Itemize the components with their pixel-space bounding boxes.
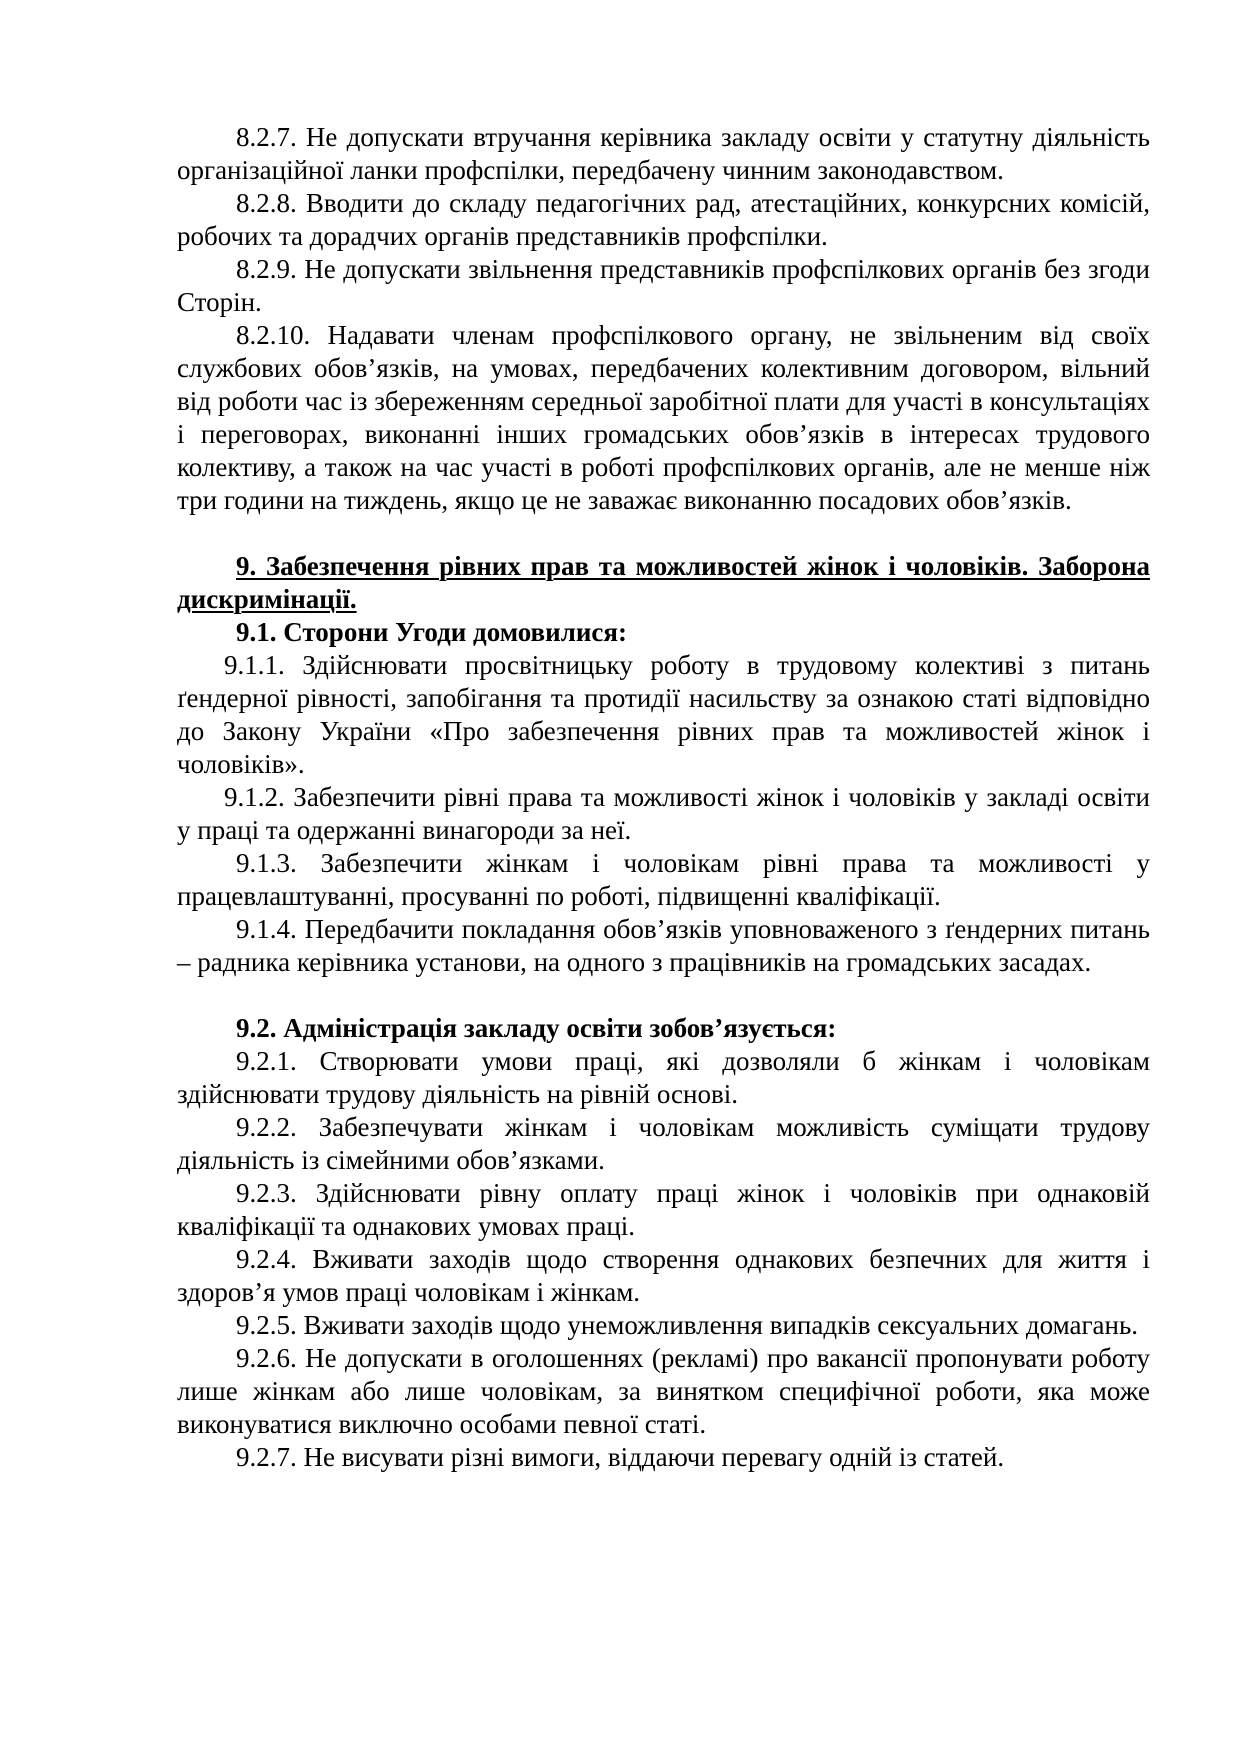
clause-8-2-8: 8.2.8. Вводити до складу педагогічних рад, атестаційних, конкурсних комісій, робочих та дорадчих органів представників профспілки. (177, 188, 1150, 251)
clause-9-1-4: 9.1.4. Передбачити покладання обов’язків уповноваженого з ґендерних питань – радника керівника установи, на одного з працівників на громадських засадах. (177, 914, 1150, 977)
subsection-9-1-title: 9.1. Сторони Угоди домовилися: (236, 617, 627, 647)
clause-9-2-2: 9.2.2. Забезпечувати жінкам і чоловікам можливість суміщати трудову діяльність із сімейними обов’язками. (177, 1112, 1150, 1175)
clause-9-2-3: 9.2.3. Здійснювати рівну оплату праці жінок і чоловіків при однаковій кваліфікації та однакових умовах праці. (177, 1178, 1150, 1241)
clause-9-1-2: 9.1.2. Забезпечити рівні права та можливості жінок і чоловіків у закладі освіти у праці та одержанні винагороди за неї. (177, 782, 1150, 845)
clause-9-2-6: 9.2.6. Не допускати в оголошеннях (рекламі) про вакансії пропонувати роботу лише жінкам або лише чоловікам, за винятком специфічної роботи, яка може виконуватися виключно особами певної статі. (177, 1343, 1150, 1439)
clause-9-2-1: 9.2.1. Створювати умови праці, які дозволяли б жінкам і чоловікам здійснювати трудову діяльність на рівній основі. (177, 1046, 1150, 1109)
document-page (177, 121, 1150, 1474)
clause-9-2-7: 9.2.7. Не висувати різні вимоги, віддаючи перевагу одній із статей. (236, 1442, 1005, 1472)
clause-9-2-5: 9.2.5. Вживати заходів щодо унеможливлення випадків сексуальних домагань. (236, 1310, 1139, 1340)
clause-8-2-7: 8.2.7. Не допускати втручання керівника закладу освіти у статутну діяльність організаційної ланки профспілки, передбачену чинним законодавством. (177, 122, 1150, 185)
spacer (177, 979, 1150, 1012)
clause-9-1-1: 9.1.1. Здійснювати просвітницьку роботу в трудовому колективі з питань ґендерної рівності, запобігання та протидії насильству за ознакою статі відповідно до Закону України «Про забезпечення рівних прав та можливостей жінок і чоловіків». (177, 650, 1150, 779)
clause-9-1-3: 9.1.3. Забезпечити жінкам і чоловікам рівні права та можливості у працевлаштуванні, просуванні по роботі, підвищенні кваліфікації. (177, 848, 1150, 911)
clause-9-2-4: 9.2.4. Вживати заходів щодо створення однакових безпечних для життя і здоров’я умов праці чоловікам і жінкам. (177, 1244, 1150, 1307)
section-9-heading: 9. Забезпечення рівних прав та можливостей жінок і чоловіків. Заборона дискримінації. (177, 551, 1150, 614)
clause-8-2-9: 8.2.9. Не допускати звільнення представників профспілкових органів без згоди Сторін. (177, 254, 1150, 317)
clause-8-2-10: 8.2.10. Надавати членам профспілкового органу, не звільненим від своїх службових обов’язків, на умовах, передбачених колективним договором, вільний від роботи час із збереженням середньої заробітної плати для участі в консультаціях і переговорах, виконанні інших громадських обов’язків в інтересах трудового колективу, а також на час участі в роботі профспілкових органів, але не менше ніж три години на тиждень, якщо це не заважає виконанню посадових обов’язків. (177, 320, 1150, 515)
subsection-9-2-title: 9.2. Адміністрація закладу освіти зобов’язується: (236, 1013, 837, 1043)
spacer (177, 517, 1150, 550)
